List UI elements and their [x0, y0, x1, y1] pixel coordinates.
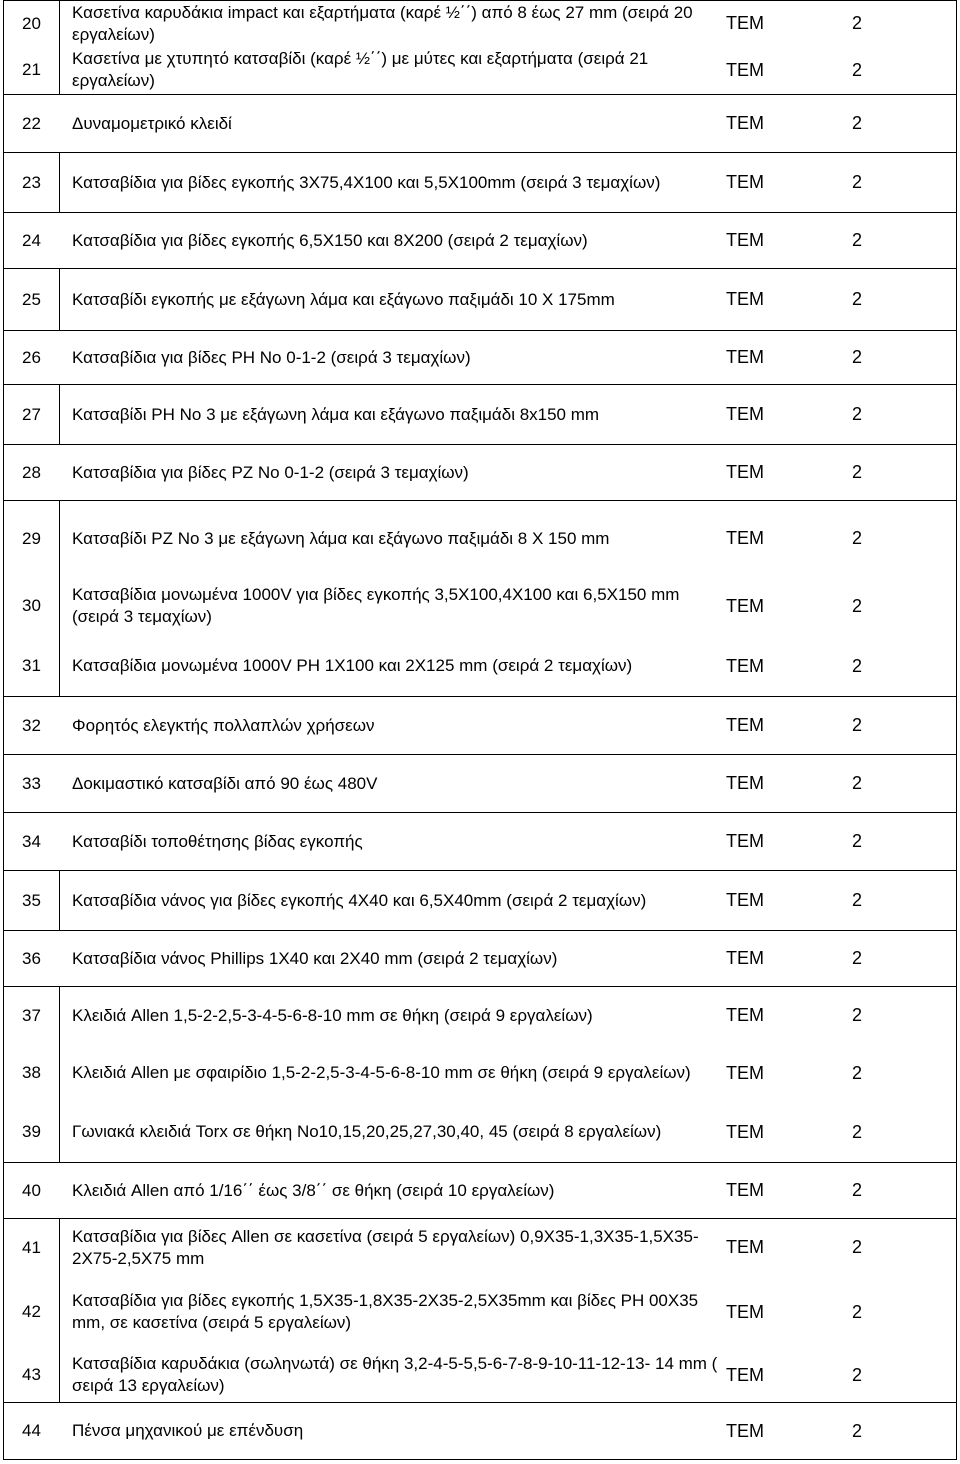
item-number: 25	[4, 269, 60, 330]
table-row	[3, 636, 957, 696]
unit-quantity-cell	[720, 501, 958, 576]
item-quantity: 2	[852, 1420, 863, 1441]
item-description: Κατσαβίδια για βίδες εγκοπής 3Χ75,4Χ100 και 5,5Χ100mm (σειρά 3 τεμαχίων)	[72, 172, 661, 192]
item-quantity: 2	[852, 1364, 863, 1385]
item-unit: ΤΕΜ	[726, 347, 764, 367]
item-description: Κατσαβίδια νάνος Phillips 1Χ40 και 2Χ40 mm (σειρά 2 τεμαχίων)	[72, 948, 558, 968]
unit-quantity-cell	[720, 269, 958, 330]
item-description: Κατσαβίδια για βίδες PH No 0-1-2 (σειρά 3 τεμαχίων)	[72, 347, 471, 367]
table-row	[3, 930, 957, 986]
item-quantity: 2	[852, 948, 863, 968]
unit-quantity-cell	[720, 755, 958, 812]
item-unit: ΤΕΜ	[726, 172, 764, 192]
unit-quantity-cell	[720, 813, 958, 870]
item-description: Φορητός ελεγκτής πολλαπλών χρήσεων	[72, 715, 375, 735]
item-number: 32	[22, 715, 41, 735]
item-quantity: 2	[852, 1121, 863, 1142]
table-row	[3, 46, 957, 94]
item-quantity: 2	[852, 230, 863, 250]
table-row	[3, 152, 957, 212]
item-description: Κατσαβίδια για βίδες εγκοπής 1,5Χ35-1,8Χ35-2Χ35-2,5Χ35mm και βίδες PH 00Χ35 mm, σε κασετίνα (σειρά 5 εργαλείων)	[72, 1291, 699, 1332]
table-row	[3, 384, 957, 444]
item-unit: ΤΕΜ	[726, 773, 764, 793]
table-row	[3, 268, 957, 330]
item-unit: ΤΕΜ	[726, 230, 764, 250]
table-row	[3, 812, 957, 870]
item-number: 36	[22, 948, 41, 968]
item-description: Κλειδιά Allen από 1/16΄΄ έως 3/8΄΄ σε θήκη (σειρά 10 εργαλείων)	[72, 1180, 555, 1200]
item-quantity: 2	[852, 172, 863, 192]
table-row	[3, 1348, 957, 1402]
item-description: Κασετίνα με χτυπητό κατσαβίδι (καρέ ½΄΄) με μύτες και εξαρτήματα (σειρά 21 εργαλείων)	[72, 49, 649, 90]
table-row	[3, 94, 957, 152]
item-quantity: 2	[852, 289, 863, 309]
item-unit: ΤΕΜ	[726, 1121, 764, 1142]
item-unit: ΤΕΜ	[726, 289, 764, 309]
unit-quantity-cell	[720, 95, 958, 152]
item-number: 33	[22, 773, 41, 793]
table-row	[3, 1162, 957, 1218]
item-number: 21	[4, 46, 60, 94]
item-description: Κατσαβίδια μονωμένα 1000V PH 1Χ100 και 2Χ125 mm (σειρά 2 τεμαχίων)	[72, 656, 633, 675]
item-number: 30	[4, 576, 60, 636]
item-number: 20	[4, 1, 60, 46]
item-unit: ΤΕΜ	[726, 655, 764, 676]
item-quantity: 2	[852, 715, 863, 735]
item-description: Κατσαβίδια για βίδες PZ No 0-1-2 (σειρά 3 τεμαχίων)	[72, 462, 469, 482]
item-description: Πένσα μηχανικού με επένδυση	[72, 1421, 304, 1440]
item-quantity: 2	[852, 773, 863, 793]
table-row	[3, 1044, 957, 1102]
table-row	[3, 444, 957, 500]
item-unit: ΤΕΜ	[726, 890, 764, 910]
table-row	[3, 1402, 957, 1460]
item-unit: ΤΕΜ	[726, 1062, 764, 1083]
item-quantity: 2	[852, 890, 863, 910]
item-number: 42	[4, 1276, 60, 1348]
unit-quantity-cell	[720, 1219, 958, 1276]
table-row	[3, 696, 957, 754]
item-quantity: 2	[852, 462, 863, 482]
item-number: 29	[4, 501, 60, 576]
table-row	[3, 1218, 957, 1276]
item-description: Γωνιακά κλειδιά Torx σε θήκη Νο10,15,20,25,27,30,40, 45 (σειρά 8 εργαλείων)	[72, 1122, 662, 1141]
item-quantity: 2	[852, 1301, 863, 1322]
unit-quantity-cell	[720, 576, 958, 636]
item-quantity: 2	[852, 595, 863, 616]
unit-quantity-cell	[720, 1348, 958, 1402]
item-number: 43	[4, 1348, 60, 1402]
unit-quantity-cell	[720, 1044, 958, 1102]
table-row	[3, 870, 957, 930]
item-number: 23	[4, 153, 60, 212]
item-number: 41	[4, 1219, 60, 1276]
item-description: Κατσαβίδια νάνος για βίδες εγκοπής 4Χ40 και 6,5Χ40mm (σειρά 2 τεμαχίων)	[72, 890, 647, 910]
item-quantity: 2	[852, 1005, 863, 1025]
unit-quantity-cell	[720, 1403, 958, 1459]
unit-quantity-cell	[720, 1, 958, 46]
table-row	[3, 212, 957, 268]
item-unit: ΤΕΜ	[726, 1180, 764, 1200]
table-row	[3, 986, 957, 1044]
item-quantity: 2	[852, 13, 863, 33]
item-number: 35	[4, 871, 60, 930]
item-unit: ΤΕΜ	[726, 1237, 764, 1257]
item-number: 27	[4, 385, 60, 444]
unit-quantity-cell	[720, 1102, 958, 1162]
table-row	[3, 754, 957, 812]
item-number: 31	[4, 636, 60, 696]
item-unit: ΤΕΜ	[726, 948, 764, 968]
item-unit: ΤΕΜ	[726, 59, 764, 80]
item-description: Κατσαβίδι τοποθέτησης βίδας εγκοπής	[72, 831, 363, 851]
unit-quantity-cell	[720, 385, 958, 444]
unit-quantity-cell	[720, 1163, 958, 1218]
unit-quantity-cell	[720, 636, 958, 696]
unit-quantity-cell	[720, 931, 958, 986]
item-description: Κατσαβίδι PZ No 3 με εξάγωνη λάμα και εξάγωνο παξιμάδι 8 Χ 150 mm	[72, 528, 610, 548]
item-unit: ΤΕΜ	[726, 1301, 764, 1322]
item-unit: ΤΕΜ	[726, 1420, 764, 1441]
unit-quantity-cell	[720, 153, 958, 212]
item-description: Κλειδιά Allen 1,5-2-2,5-3-4-5-6-8-10 mm σε θήκη (σειρά 9 εργαλείων)	[72, 1005, 593, 1025]
item-unit: ΤΕΜ	[726, 1005, 764, 1025]
item-description: Κατσαβίδι εγκοπής με εξάγωνη λάμα και εξάγωνο παξιμάδι 10 Χ 175mm	[72, 289, 615, 309]
item-quantity: 2	[852, 655, 863, 676]
item-quantity: 2	[852, 1180, 863, 1200]
item-number: 28	[22, 462, 41, 482]
item-description: Δοκιμαστικό κατσαβίδι από 90 έως 480V	[72, 773, 378, 793]
item-description: Δυναμομετρικό κλειδί	[72, 113, 232, 133]
item-number: 34	[22, 831, 41, 851]
item-unit: ΤΕΜ	[726, 528, 764, 548]
table-row	[3, 576, 957, 636]
item-description: Κατσαβίδια για βίδες εγκοπής 6,5Χ150 και 8Χ200 (σειρά 2 τεμαχίων)	[72, 230, 588, 250]
table-row	[3, 1102, 957, 1162]
unit-quantity-cell	[720, 46, 958, 94]
item-number: 38	[4, 1044, 60, 1102]
item-quantity: 2	[852, 1062, 863, 1083]
item-description: Κλειδιά Allen με σφαιρίδιο 1,5-2-2,5-3-4-5-6-8-10 mm σε θήκη (σειρά 9 εργαλείων)	[72, 1063, 691, 1082]
item-quantity: 2	[852, 1237, 863, 1257]
item-number: 24	[22, 230, 41, 250]
unit-quantity-cell	[720, 987, 958, 1044]
unit-quantity-cell	[720, 871, 958, 930]
item-quantity: 2	[852, 831, 863, 851]
item-number: 44	[22, 1421, 41, 1440]
item-unit: ΤΕΜ	[726, 462, 764, 482]
item-number: 26	[22, 347, 41, 367]
item-quantity: 2	[852, 113, 863, 133]
unit-quantity-cell	[720, 213, 958, 268]
table-row	[3, 1276, 957, 1348]
item-number: 37	[4, 987, 60, 1044]
item-description: Κασετίνα καρυδάκια impact και εξαρτήματα (καρέ ½΄΄) από 8 έως 27 mm (σειρά 20 εργαλείων)	[72, 2, 693, 44]
item-description: Κατσαβίδια μονωμένα 1000V για βίδες εγκοπής 3,5Χ100,4Χ100 και 6,5Χ150 mm (σειρά 3 τεμαχίων)	[72, 585, 680, 626]
item-quantity: 2	[852, 59, 863, 80]
item-number: 39	[4, 1102, 60, 1162]
item-description: Κατσαβίδια για βίδες Allen σε κασετίνα (σειρά 5 εργαλείων) 0,9Χ35-1,3Χ35-1,5Χ35-2Χ75-2,5Χ75 mm	[72, 1226, 699, 1268]
item-unit: ΤΕΜ	[726, 13, 764, 33]
item-unit: ΤΕΜ	[726, 595, 764, 616]
item-quantity: 2	[852, 404, 863, 424]
item-unit: ΤΕΜ	[726, 715, 764, 735]
unit-quantity-cell	[720, 697, 958, 754]
item-unit: ΤΕΜ	[726, 831, 764, 851]
table-row	[3, 500, 957, 576]
item-number: 40	[22, 1180, 41, 1200]
item-unit: ΤΕΜ	[726, 113, 764, 133]
item-description: Κατσαβίδια καρυδάκια (σωληνωτά) σε θήκη 3,2-4-5-5,5-6-7-8-9-10-11-12-13- 14 mm ( σειρά 13 εργαλείων)	[72, 1354, 718, 1395]
item-unit: ΤΕΜ	[726, 1364, 764, 1385]
item-number: 22	[22, 113, 41, 133]
item-quantity: 2	[852, 528, 863, 548]
table-row	[3, 330, 957, 384]
item-quantity: 2	[852, 347, 863, 367]
table-row	[3, 0, 957, 46]
item-description: Κατσαβίδι PH No 3 με εξάγωνη λάμα και εξάγωνο παξιμάδι 8x150 mm	[72, 404, 600, 424]
unit-quantity-cell	[720, 1276, 958, 1348]
unit-quantity-cell	[720, 331, 958, 384]
item-unit: ΤΕΜ	[726, 404, 764, 424]
unit-quantity-cell	[720, 445, 958, 500]
